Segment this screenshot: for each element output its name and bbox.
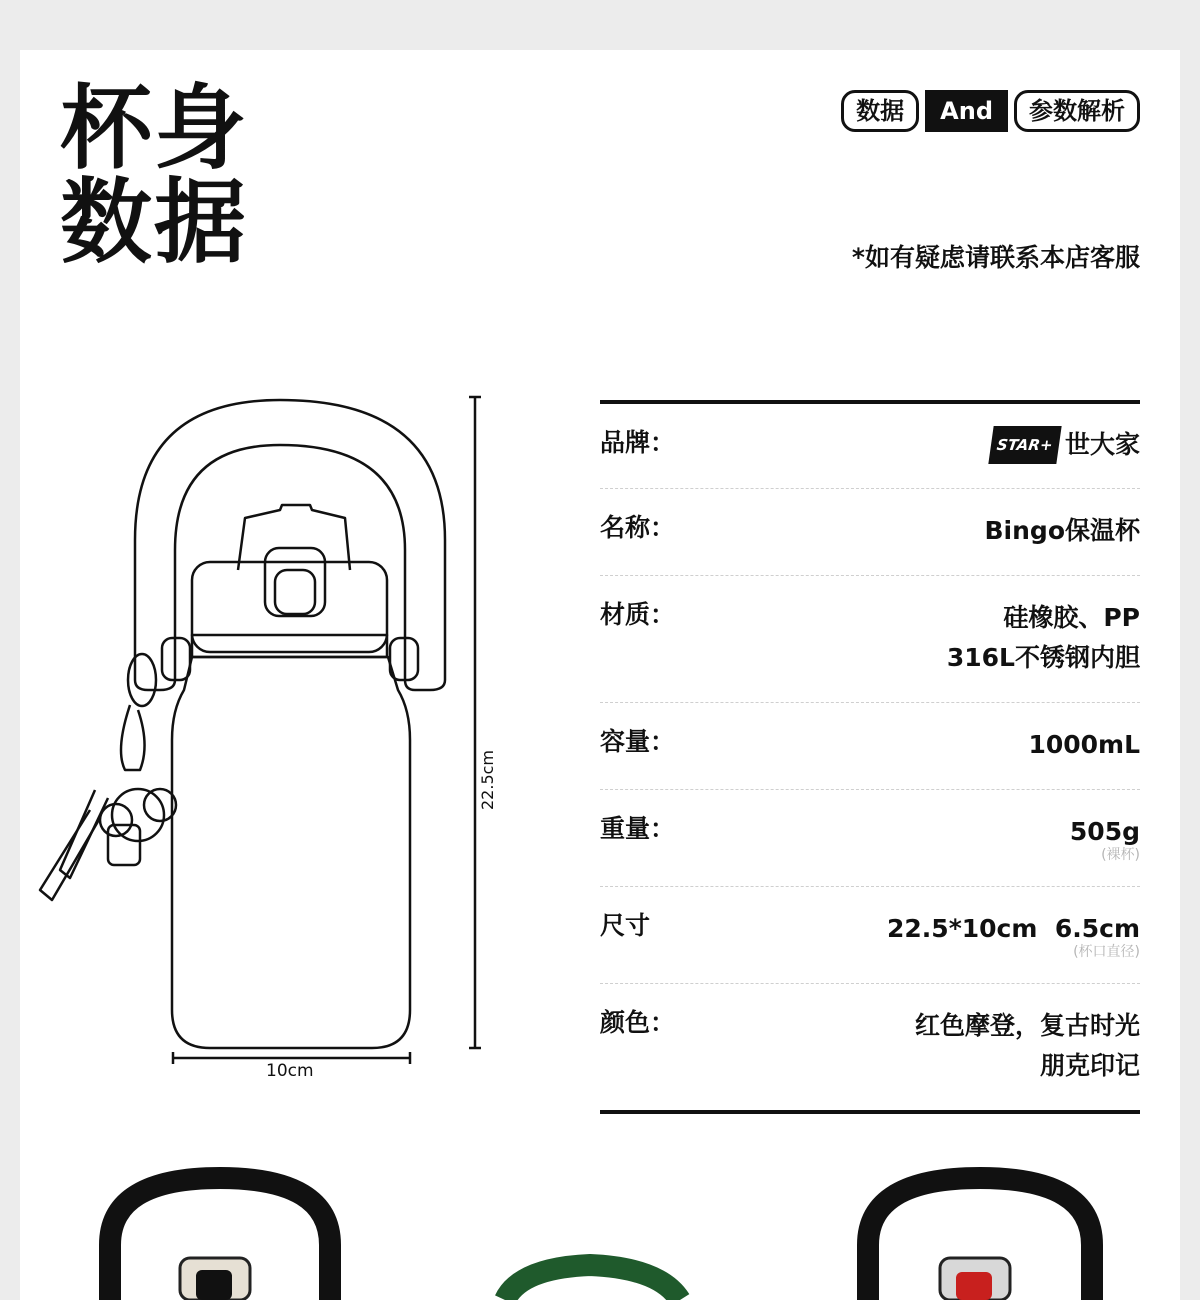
brand-name: 世大家 — [1064, 430, 1140, 459]
charm-tag — [108, 825, 140, 865]
spec-key-brand: 品牌： — [600, 428, 676, 457]
color-line-2: 朋克印记 — [1039, 1051, 1140, 1080]
spec-row-capacity — [600, 703, 1140, 790]
lanyard-2 — [40, 810, 100, 900]
clip — [121, 705, 145, 770]
spec-key-name: 名称： — [600, 513, 676, 542]
handle-outline — [135, 400, 445, 690]
keyring — [128, 654, 156, 706]
charm-ball — [112, 789, 164, 841]
height-dimension-label: 22.5cm — [478, 749, 497, 810]
brand-logo: STAR+ — [989, 426, 1062, 464]
badge-params: 参数解析 — [1014, 90, 1140, 132]
spec-value-weight — [1070, 812, 1140, 862]
spec-value-color — [915, 1006, 1140, 1086]
bottle-photo-red — [868, 1178, 1092, 1300]
spec-key-color: 颜色： — [600, 1008, 676, 1037]
material-line-2: 316L不锈钢内胆 — [946, 643, 1140, 672]
spec-row-weight — [600, 790, 1140, 887]
bottle-photo-beige — [110, 1178, 330, 1300]
customer-service-note: *如有疑虑请联系本店客服 — [851, 243, 1140, 272]
lid-ring — [192, 635, 387, 657]
spec-row-material — [600, 576, 1140, 703]
material-line-1: 硅橡胶、PP — [1003, 603, 1140, 632]
badge-and: And — [925, 90, 1008, 132]
bottle-outline-drawing — [20, 380, 520, 1100]
header-badges — [841, 90, 1140, 132]
lanyard-1 — [60, 790, 108, 878]
page-title — [60, 75, 249, 276]
size-value: 22.5*10cm 6.5cm — [887, 914, 1140, 943]
spec-row-brand — [600, 404, 1140, 489]
spec-table — [600, 400, 1140, 1114]
spec-value-material — [947, 598, 1140, 678]
spec-row-color — [600, 984, 1140, 1110]
spec-key-material: 材质： — [600, 600, 676, 629]
bottle-photo-green — [505, 1265, 680, 1300]
width-dimension-label: 10cm — [266, 1061, 314, 1081]
weight-note: (裸杯) — [1101, 847, 1140, 863]
title-line-1: 杯身 — [60, 75, 249, 182]
spec-value-capacity: 1000mL — [1028, 730, 1140, 759]
weight-value: 505g — [1069, 817, 1140, 846]
title-line-2: 数据 — [60, 169, 249, 276]
lid-outline — [192, 562, 387, 652]
product-photo-strip — [20, 1150, 1180, 1300]
button-inner — [275, 570, 315, 614]
badge-data: 数据 — [841, 90, 919, 132]
spec-value-size — [887, 909, 1140, 959]
bottle-body — [172, 657, 410, 1048]
color-line-1: 红色摩登，复古时光 — [914, 1011, 1140, 1040]
product-spec-card — [20, 50, 1180, 1300]
spec-key-size: 尺寸 — [600, 911, 651, 940]
spec-key-capacity: 容量： — [600, 727, 676, 756]
spec-row-name — [600, 489, 1140, 576]
spec-row-size — [600, 887, 1140, 984]
flip-cap — [238, 505, 350, 570]
size-note: (杯口直径) — [1073, 944, 1140, 960]
spec-value-brand — [991, 426, 1140, 464]
spec-key-weight: 重量： — [600, 814, 676, 843]
spec-value-name: Bingo保温杯 — [984, 516, 1140, 545]
